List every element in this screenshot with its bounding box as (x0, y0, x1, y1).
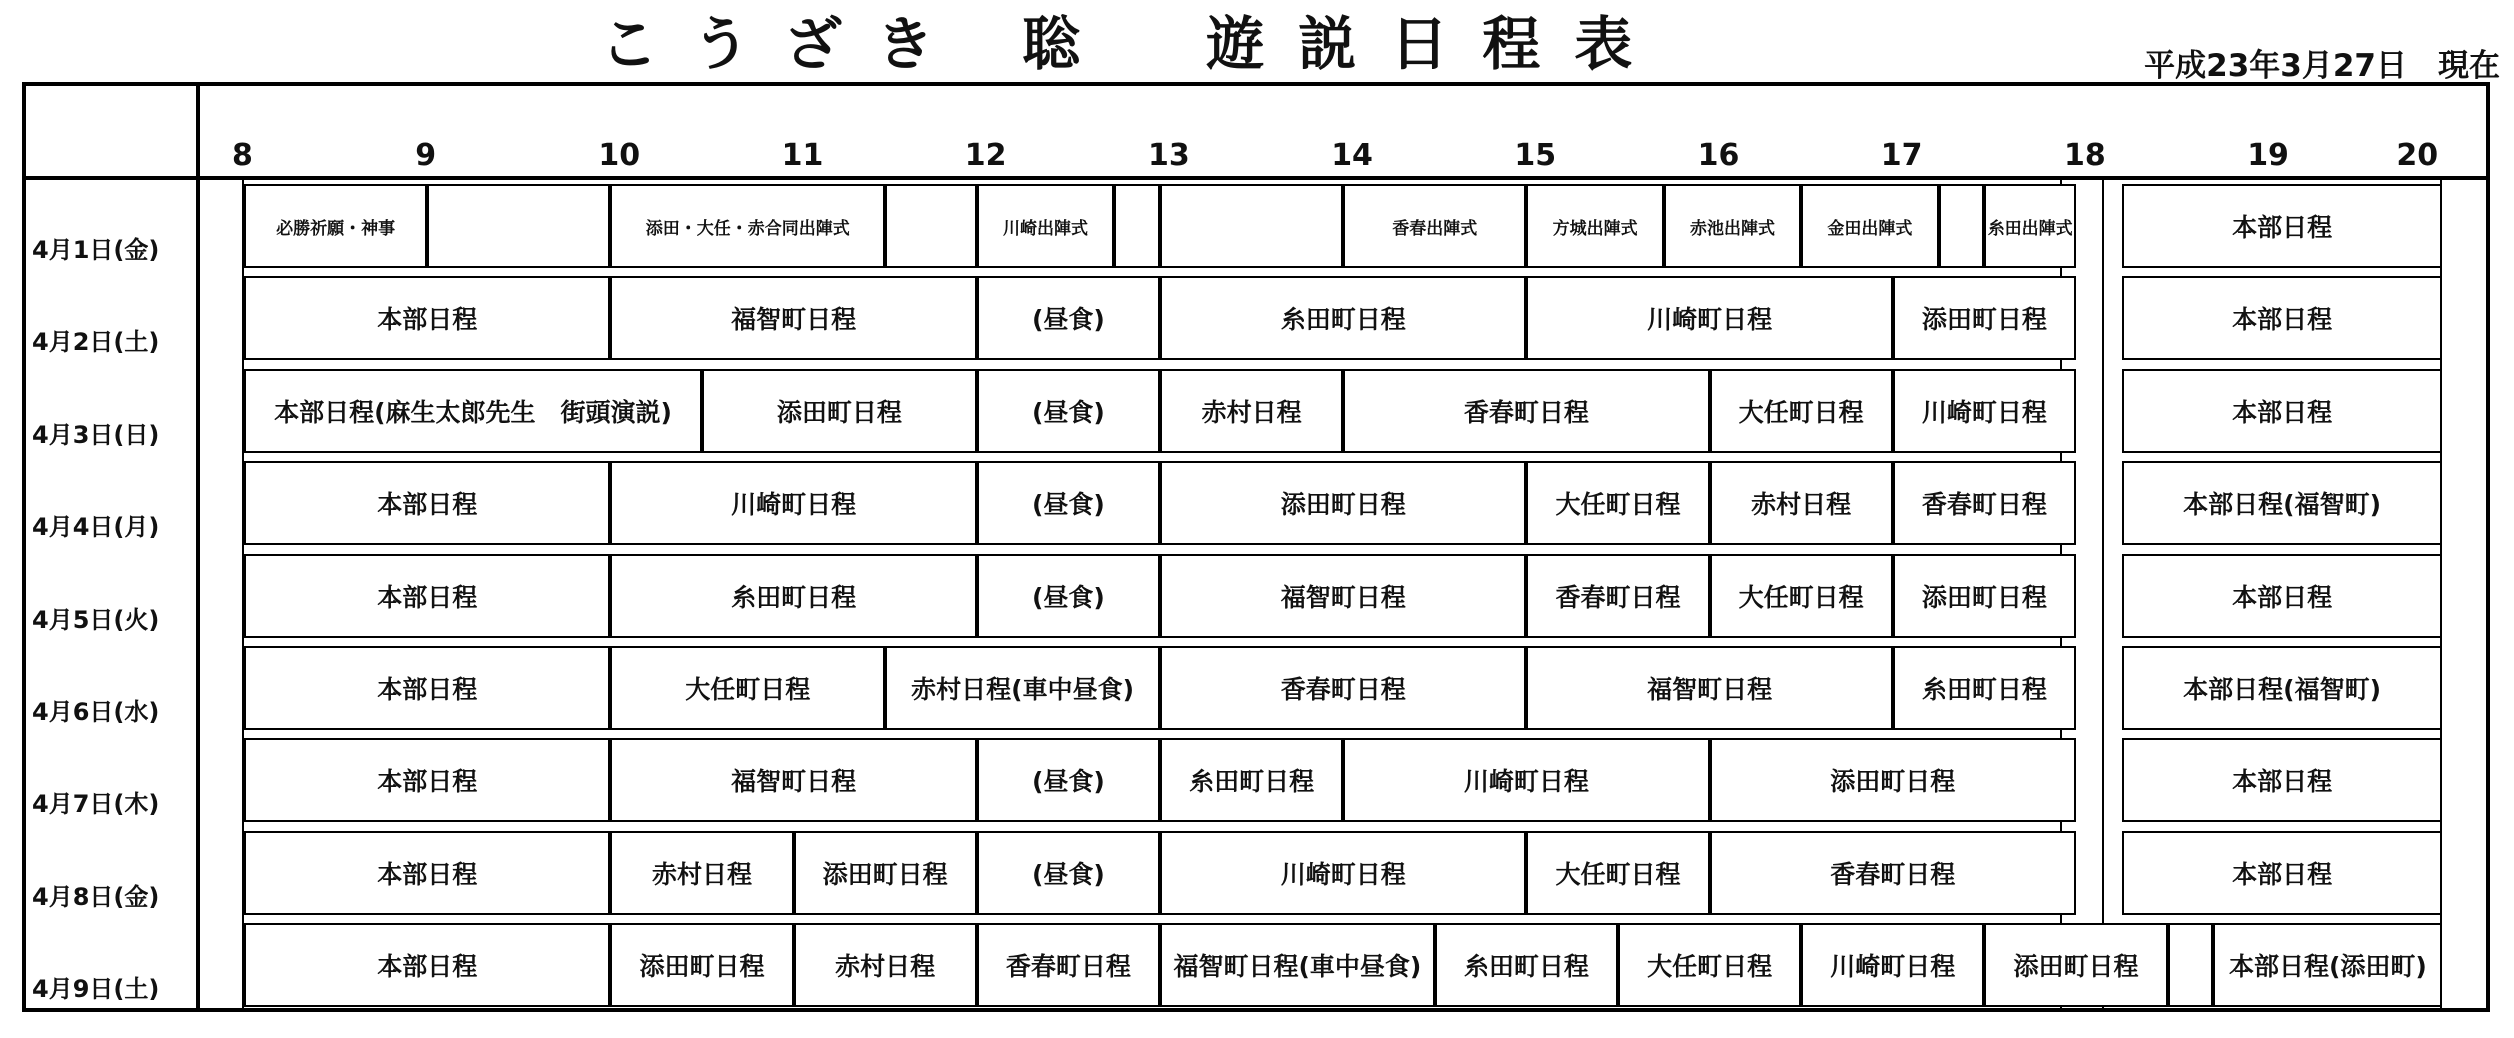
row-date: 4月4日(月) (32, 513, 160, 542)
row-date: 4月3日(日) (32, 420, 160, 449)
schedule-row (22, 272, 2490, 364)
hour-label: 10 (598, 138, 641, 173)
schedule-block: 本部日程 (244, 554, 610, 638)
schedule-block: 本部日程 (244, 831, 610, 915)
schedule-block: 川崎町日程 (1893, 369, 2076, 453)
row-date: 4月7日(木) (32, 790, 160, 819)
schedule-block: 香春出陣式 (1343, 184, 1526, 268)
schedule-block: 添田町日程 (1893, 554, 2076, 638)
schedule-block: 福智町日程 (1526, 646, 1892, 730)
schedule-block: 福智町日程(車中昼食) (1160, 923, 1435, 1007)
schedule-block: 香春町日程 (1160, 646, 1526, 730)
schedule-block: 本部日程 (2122, 738, 2443, 822)
schedule-block: 大任町日程 (1526, 461, 1709, 545)
schedule-block: 香春町日程 (1893, 461, 2076, 545)
schedule-block: 糸田出陣式 (1984, 184, 2076, 268)
hour-label: 11 (781, 138, 824, 173)
schedule-block: 川崎町日程 (1160, 831, 1526, 915)
schedule-block: 糸田町日程 (1435, 923, 1618, 1007)
hour-label: 20 (2396, 138, 2439, 173)
schedule-block: 本部日程 (2122, 831, 2443, 915)
schedule-block: 本部日程 (244, 738, 610, 822)
schedule-block: 金田出陣式 (1801, 184, 1938, 268)
schedule-block: (昼食) (977, 738, 1160, 822)
schedule-block: 赤村日程(車中昼食) (885, 646, 1160, 730)
hour-label: 8 (232, 138, 253, 173)
schedule-row (22, 365, 2490, 457)
schedule-block: 本部日程 (2122, 554, 2443, 638)
schedule-block: 添田町日程 (1893, 276, 2076, 360)
hour-label: 9 (415, 138, 437, 173)
schedule-row (22, 734, 2490, 826)
row-date: 4月5日(火) (32, 605, 160, 634)
hour-label: 13 (1148, 138, 1190, 173)
schedule-block: 本部日程 (244, 646, 610, 730)
row-date: 4月2日(土) (32, 328, 160, 357)
schedule-block-empty (427, 184, 610, 268)
schedule-block: 川崎出陣式 (977, 184, 1114, 268)
schedule-block: (昼食) (977, 554, 1160, 638)
row-date: 4月9日(土) (32, 975, 160, 1004)
schedule-block: 大任町日程 (1710, 554, 1893, 638)
schedule-block: 赤村日程 (794, 923, 977, 1007)
row-date: 4月8日(金) (32, 882, 160, 911)
schedule-block-empty (1114, 184, 1160, 268)
schedule-block: 赤村日程 (610, 831, 793, 915)
schedule-block: 糸田町日程 (1160, 738, 1343, 822)
schedule-block: 大任町日程 (1526, 831, 1709, 915)
schedule-block: 本部日程(福智町) (2122, 461, 2443, 545)
schedule-block: 大任町日程 (1710, 369, 1893, 453)
schedule-block: 糸田町日程 (610, 554, 976, 638)
schedule-block: (昼食) (977, 369, 1160, 453)
hour-label: 18 (2064, 138, 2106, 173)
schedule-block: (昼食) (977, 276, 1160, 360)
hour-label: 19 (2247, 138, 2289, 173)
schedule-block: 糸田町日程 (1893, 646, 2076, 730)
schedule-block: 川崎町日程 (1801, 923, 1984, 1007)
schedule-block: 糸田町日程 (1160, 276, 1526, 360)
schedule-block: 川崎町日程 (1526, 276, 1892, 360)
schedule-block: 大任町日程 (610, 646, 885, 730)
schedule-row (22, 919, 2490, 1011)
schedule-block: 福智町日程 (1160, 554, 1526, 638)
schedule-block: 川崎町日程 (610, 461, 976, 545)
schedule-block: 川崎町日程 (1343, 738, 1709, 822)
schedule-block-empty (885, 184, 977, 268)
schedule-block: 添田町日程 (1710, 738, 2076, 822)
row-date: 4月1日(金) (32, 236, 160, 264)
schedule-block: 必勝祈願・神事 (244, 184, 427, 268)
hour-label: 16 (1697, 138, 1740, 173)
schedule-block: 本部日程(添田町) (2213, 923, 2442, 1007)
schedule-block: 本部日程(麻生太郎先生 街頭演説) (244, 369, 702, 453)
row-date: 4月6日(水) (32, 698, 160, 726)
schedule-block-empty (2168, 923, 2214, 1007)
schedule-block: 香春町日程 (1526, 554, 1709, 638)
hour-label: 12 (964, 138, 1007, 173)
schedule-block: (昼食) (977, 831, 1160, 915)
schedule-row (22, 180, 2490, 272)
schedule-row (22, 457, 2490, 549)
schedule-block: 香春町日程 (1343, 369, 1709, 453)
schedule-block: 福智町日程 (610, 276, 976, 360)
schedule-block: 赤村日程 (1160, 369, 1343, 453)
schedule-block: 本部日程 (2122, 276, 2443, 360)
hour-label: 14 (1331, 138, 1373, 173)
schedule-block: 赤村日程 (1710, 461, 1893, 545)
schedule-block: 本部日程 (244, 923, 610, 1007)
schedule-block: 香春町日程 (1710, 831, 2076, 915)
schedule-block: 本部日程 (244, 276, 610, 360)
page-title: こうざき 聡 遊説日程表 (600, 10, 1667, 78)
schedule-block: 添田町日程 (702, 369, 977, 453)
schedule-block: 添田町日程 (1160, 461, 1526, 545)
schedule-row (22, 827, 2490, 919)
schedule-block: 本部日程 (2122, 369, 2443, 453)
schedule-block: 香春町日程 (977, 923, 1160, 1007)
schedule-block: 方城出陣式 (1526, 184, 1663, 268)
schedule-block: 赤池出陣式 (1664, 184, 1801, 268)
schedule-block: 添田・大任・赤合同出陣式 (610, 184, 885, 268)
schedule-row (22, 642, 2490, 734)
hour-label: 15 (1514, 138, 1557, 173)
schedule-block: 大任町日程 (1618, 923, 1801, 1007)
schedule-rows (22, 180, 2490, 1012)
schedule-block-empty (1160, 184, 1343, 268)
schedule-row (22, 550, 2490, 642)
schedule-block: (昼食) (977, 461, 1160, 545)
as-of-date: 平成23年3月27日 現在 (2144, 48, 2500, 84)
schedule-block: 添田町日程 (794, 831, 977, 915)
schedule-block-empty (1939, 184, 1985, 268)
schedule-block: 本部日程 (2122, 184, 2443, 268)
schedule-block: 本部日程 (244, 461, 610, 545)
schedule-block: 添田町日程 (1984, 923, 2167, 1007)
schedule-block: 福智町日程 (610, 738, 976, 822)
hour-label: 17 (1880, 138, 1923, 173)
schedule-block: 本部日程(福智町) (2122, 646, 2443, 730)
schedule-block: 添田町日程 (610, 923, 793, 1007)
